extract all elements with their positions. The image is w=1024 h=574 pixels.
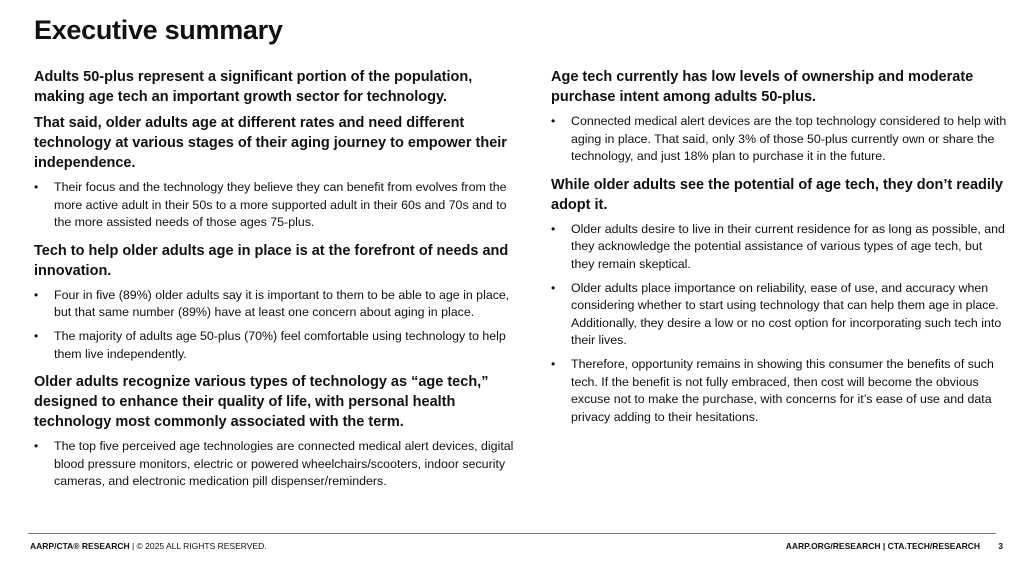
section-heading: Adults 50-plus represent a significant portion of the population, making age tech an important growth sector for technology. [34,69,473,105]
bullet-item [551,221,1009,274]
bullet-text: Connected medical alert devices are the top technology considered to help with aging in place. That said, only 3% of those 50-plus currently own or share the technology, and just 18% plan to purchase it in the future. [571,114,1007,164]
bullet-list [34,438,524,491]
footer-rights: | © 2025 ALL RIGHTS RESERVED. [129,541,267,551]
section-ownership [551,67,1009,166]
bullet-item [551,280,1009,350]
bullet-icon: • [34,180,39,194]
section-heading: That said, older adults age at different rates and need different technology at various stages of their aging journey to empower their independence. [34,115,507,171]
bullet-text: Therefore, opportunity remains in showing this consumer the benefits of such tech. If the benefit is not fully embraced, then cost will become the obvious excuse not to make the purchase, with concerns for it’s ease of use and data privacy adding to their hesitations. [571,356,994,424]
page-number: 3 [998,541,1003,551]
bullet-icon: • [551,221,556,236]
bullet-text: Older adults desire to live in their current residence for as long as possible, and they acknowledge the potential assistance of various types of age tech, but they remain skeptical. [571,221,1005,271]
bullet-item [34,328,524,363]
bullet-text: Four in five (89%) older adults say it is important to them to be able to age in place, but that same number (89%) have at least one concern about aging in place. [54,287,510,320]
right-column [551,67,1009,435]
bullet-icon: • [34,287,39,302]
section-aging-rates [34,113,524,232]
bullet-item [551,113,1009,166]
footer-copyright [30,541,267,551]
bullet-icon: • [551,356,556,371]
footer-brand: AARP/CTA® RESEARCH [30,541,130,551]
bullet-icon: • [551,114,556,128]
bullet-item [34,287,524,322]
section-heading: Tech to help older adults age in place is at the forefront of needs and innovation. [34,242,509,279]
bullet-list [551,221,1009,427]
bullet-icon: • [551,280,556,295]
section-heading: Older adults recognize various types of technology as “age tech,” designed to enhance their quality of life, with personal health technology most commonly associated with the term. [34,374,489,431]
bullet-text: Older adults place importance on reliability, ease of use, and accuracy when considering whether to start using technology that can help them age in place. Additionally, they desire a low or no cost option for incorporating such tech into their lives. [571,280,1002,348]
bullet-list [34,179,524,232]
bullet-item [34,438,524,491]
bullet-list [551,113,1009,166]
section-age-tech-types [34,372,524,491]
bullet-text: The top five perceived age technologies are connected medical alert devices, digital blood pressure monitors, electric or powered wheelchairs/scooters, indoor security cameras, and electronic medication pill dispenser/reminders. [54,439,514,489]
page-title: Executive summary [34,15,283,45]
bullet-icon: • [34,328,39,343]
section-adoption [551,175,1009,427]
bullet-list [34,287,524,363]
bullet-text: The majority of adults age 50-plus (70%) feel comfortable using technology to help them live independently. [54,328,506,361]
footer-divider [28,533,996,534]
footer-links: AARP.ORG/RESEARCH | CTA.TECH/RESEARCH [785,541,980,551]
bullet-text: Their focus and the technology they believe they can benefit from evolves from the more active adult in their 50s to a more supported adult in their 60s and 70s and to the more assisted needs of those ages 75-plus. [54,180,507,230]
section-population [34,67,524,107]
section-age-in-place [34,241,524,363]
bullet-item [551,356,1009,426]
bullet-item [34,179,524,232]
left-column [34,67,524,500]
section-heading: While older adults see the potential of age tech, they don’t readily adopt it. [551,176,1003,213]
section-heading: Age tech currently has low levels of ownership and moderate purchase intent among adults 50-plus. [551,69,974,105]
bullet-icon: • [34,439,39,454]
